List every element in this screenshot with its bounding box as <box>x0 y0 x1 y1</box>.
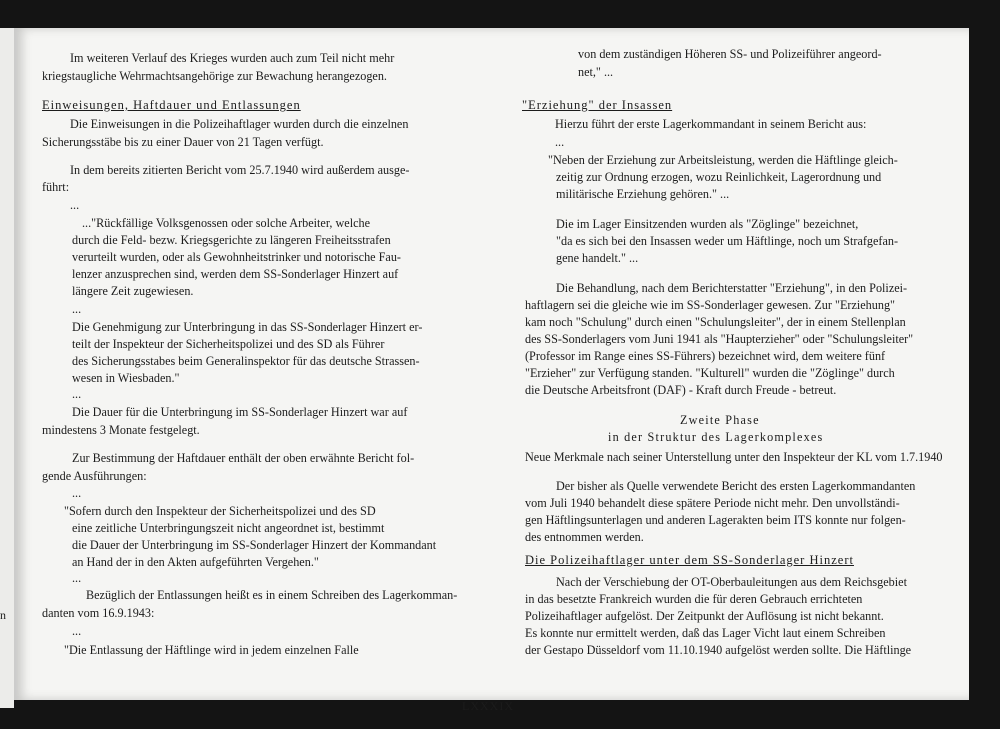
left-line: Die Genehmigung zur Unterbringung in das SS-Sonderlager Hinzert er- <box>72 320 423 334</box>
left-line: ... <box>72 486 82 500</box>
left-line: Im weiteren Verlauf des Krieges wurden auch zum Teil nicht mehr <box>70 51 395 65</box>
right-line: von dem zuständigen Höheren SS- und Polizeiführer angeord- <box>578 47 882 61</box>
left-line: kriegstaugliche Wehrmachtsangehörige zur Bewachung herangezogen. <box>42 69 387 83</box>
right-line: Polizeihaftlager aufgelöst. Der Zeitpunkt der Auflösung ist nicht bekannt. <box>525 609 884 623</box>
left-line: ... <box>72 387 82 401</box>
right-line: die Deutsche Arbeitsfront (DAF) - Kraft durch Freude - betreut. <box>525 383 837 397</box>
left-line: "Die Entlassung der Häftlinge wird in jedem einzelnen Falle <box>64 643 359 657</box>
left-line: "Sofern durch den Inspekteur der Sicherheitspolizei und des SD <box>64 504 376 518</box>
left-line: Zur Bestimmung der Haftdauer enthält der oben erwähnte Bericht fol- <box>72 451 415 465</box>
left-line: danten vom 16.9.1943: <box>42 606 155 620</box>
right-line: Nach der Verschiebung der OT-Oberbauleitungen aus dem Reichsgebiet <box>556 575 907 589</box>
left-edge-text: n <box>0 608 6 622</box>
document-page <box>14 28 969 713</box>
right-line: Es konnte nur ermittelt werden, daß das Lager Vicht laut einem Schreiben <box>525 626 886 640</box>
left-line: Sicherungsstäbe bis zu einer Dauer von 21 Tagen verfügt. <box>42 135 324 149</box>
right-line: des entnommen werden. <box>525 530 644 544</box>
right-line: vom Juli 1940 behandelt diese spätere Periode nicht mehr. Den unvollständi- <box>525 496 900 510</box>
right-line: militärische Erziehung gehören." ... <box>556 187 730 201</box>
right-line: gene handelt." ... <box>556 251 639 265</box>
right-line: Die Behandlung, nach dem Berichterstatter "Erziehung", in den Polizei- <box>556 281 908 295</box>
left-line: ... <box>72 302 82 316</box>
left-line: wesen in Wiesbaden." <box>72 371 180 385</box>
left-line: Einweisungen, Haftdauer und Entlassungen <box>42 98 301 112</box>
left-line: eine zeitliche Unterbringungszeit nicht angeordnet ist, bestimmt <box>72 521 385 535</box>
right-line: net," ... <box>578 65 614 79</box>
right-line: "Erziehung" der Insassen <box>522 98 673 112</box>
left-line: mindestens 3 Monate festgelegt. <box>42 423 200 437</box>
right-line: Neue Merkmale nach seiner Unterstellung unter den Inspekteur der KL vom 1.7.1940 <box>525 450 943 464</box>
left-line: lenzer anzusprechen sind, werden dem SS-Sonderlager Hinzert auf <box>72 267 399 281</box>
left-line: Die Einweisungen in die Polizeihaftlager wurden durch die einzelnen <box>70 117 409 131</box>
left-line: führt: <box>42 180 70 194</box>
right-line: ... <box>555 135 565 149</box>
right-line: der Gestapo Düsseldorf vom 11.10.1940 aufgelöst werden sollte. Die Häftlinge <box>525 643 912 657</box>
right-line: des SS-Sonderlagers vom Juni 1941 als "Haupterzieher" oder "Schulungsleiter" <box>525 332 914 346</box>
right-line: haftlagern sei die gleiche wie im SS-Sonderlager gewesen. Zur "Erziehung" <box>525 298 896 312</box>
right-line: (Professor im Range eines SS-Führers) bezeichnet wird, dem weitere fünf <box>525 349 886 363</box>
left-line: des Sicherungsstabes beim Generalinspektor für das deutsche Strassen- <box>72 354 420 368</box>
left-line: an Hand der in den Akten aufgeführten Vergehen." <box>72 555 319 569</box>
left-line: durch die Feld- bezw. Kriegsgerichte zu längeren Freiheitsstrafen <box>72 233 391 247</box>
left-line: ... <box>72 571 82 585</box>
right-line: in der Struktur des Lagerkomplexes <box>608 430 824 444</box>
right-line: in das besetzte Frankreich wurden die für deren Gebrauch errichteten <box>525 592 863 606</box>
left-line: In dem bereits zitierten Bericht vom 25.7.1940 wird außerdem ausge- <box>70 163 410 177</box>
left-line: gende Ausführungen: <box>42 469 147 483</box>
left-line: längere Zeit zugewiesen. <box>72 284 194 298</box>
right-line: "Erzieher" zur Verfügung standen. "Kulturell" wurden die "Zöglinge" durch <box>525 366 895 380</box>
right-line: Der bisher als Quelle verwendete Bericht des ersten Lagerkommandanten <box>556 479 916 493</box>
left-line: ..."Rückfällige Volksgenossen oder solche Arbeiter, welche <box>82 216 370 230</box>
left-line: Die Dauer für die Unterbringung im SS-Sonderlager Hinzert war auf <box>72 405 408 419</box>
right-line: zeitig zur Ordnung erzogen, wozu Reinlichkeit, Lagerordnung und <box>556 170 882 184</box>
right-line: "Neben der Erziehung zur Arbeitsleistung, werden die Häftlinge gleich- <box>548 153 898 167</box>
left-line: teilt der Inspekteur der Sicherheitspolizei und des SD als Führer <box>72 337 385 351</box>
left-line: verurteilt wurden, oder als Gewohnheitstrinker und notorische Fau- <box>72 250 401 264</box>
right-line: Die Polizeihaftlager unter dem SS-Sonderlager Hinzert <box>525 553 854 567</box>
right-line: Hierzu führt der erste Lagerkommandant in seinem Bericht aus: <box>555 117 867 131</box>
right-line: Zweite Phase <box>680 413 760 427</box>
page-number: LXXXIX <box>462 699 514 713</box>
left-line: ... <box>70 198 80 212</box>
left-page-edge <box>0 28 14 708</box>
right-line: kam noch "Schulung" durch einen "Schulungsleiter", der in einem Stellenplan <box>525 315 906 329</box>
left-line: die Dauer der Unterbringung im SS-Sonderlager Hinzert der Kommandant <box>72 538 437 552</box>
left-line: Bezüglich der Entlassungen heißt es in einem Schreiben des Lagerkomman- <box>86 588 458 602</box>
left-line: ... <box>72 624 82 638</box>
right-line: "da es sich bei den Insassen weder um Häftlinge, noch um Strafgefan- <box>556 234 899 248</box>
right-line: gen Häftlingsunterlagen und anderen Lagerakten beim ITS konnte nur folgen- <box>525 513 906 527</box>
right-line: Die im Lager Einsitzenden wurden als "Zöglinge" bezeichnet, <box>556 217 859 231</box>
